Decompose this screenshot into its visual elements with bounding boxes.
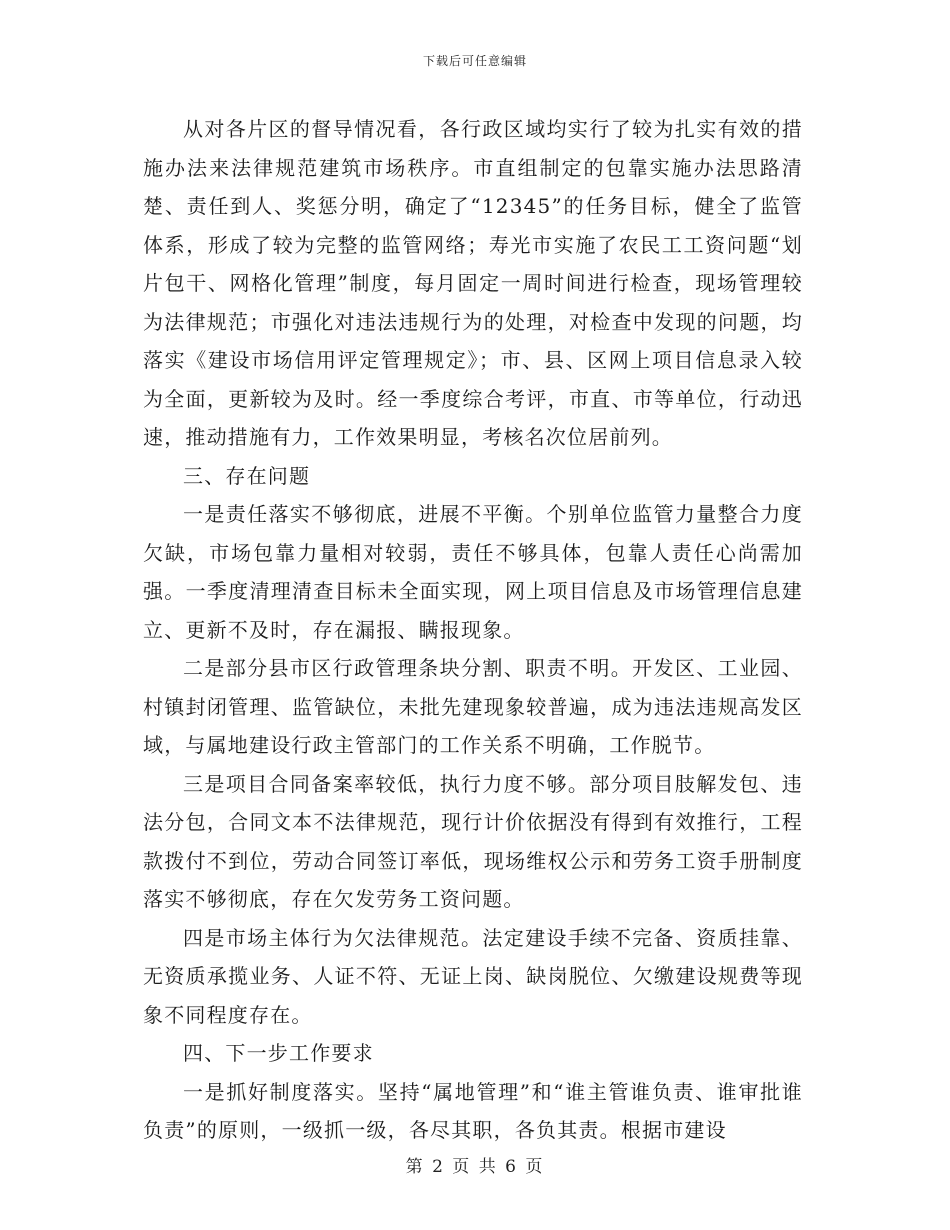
paragraph-problem-4: 四是市场主体行为欠法律规范。法定建设手续不完备、资质挂靠、无资质承揽业务、人证不符、无证上岗、缺岗脱位、欠缴建设规费等现象不同程度存在。 [143, 925, 803, 1027]
document-body [143, 110, 803, 1150]
paragraph-problem-3: 三是项目合同备案率较低，执行力度不够。部分项目肢解发包、违法分包，合同文本不法律规范，现行计价依据没有得到有效推行，工程款拨付不到位，劳动合同签订率低，现场维权公示和劳务工资手册制度落实不够彻底，存在欠发劳务工资问题。 [143, 771, 803, 911]
paragraph-problem-2: 二是部分县市区行政管理条块分割、职责不明。开发区、工业园、村镇封闭管理、监管缺位，未批先建现象较普遍，成为违法违规高发区域，与属地建设行政主管部门的工作关系不明确，工作脱节。 [143, 656, 803, 757]
section-heading-next-steps: 四、下一步工作要求 [183, 1041, 374, 1065]
paragraph-problem-1: 一是责任落实不够彻底，进展不平衡。个别单位监管力量整合力度欠缺，市场包靠力量相对较弱，责任不够具体，包靠人责任心尚需加强。一季度清理清查目标未全面实现，网上项目信息及市场管理信息建立、更新不及时，存在漏报、瞒报现象。 [143, 502, 803, 642]
section-heading-existing-problems: 三、存在问题 [183, 463, 311, 488]
page-number-footer: 第 2 页 共 6 页 [405, 1157, 545, 1177]
paragraph-supervision-summary: 从对各片区的督导情况看，各行政区域均实行了较为扎实有效的措施办法来法律规范建筑市场秩序。市直组制定的包靠实施办法思路清楚、责任到人、奖惩分明，确定了“12345”的任务目标，健全了监管体系，形成了较为完整的监管网络；寿光市实施了农民工工资问题“划片包干、网格化管理”制度，每月固定一周时间进行检查，现场管理较为法律规范；市强化对违法违规行为的处理，对检查中发现的问题，均落实《建设市场信用评定管理规定》；市、县、区网上项目信息录入较为全面，更新较为及时。经一季度综合考评，市直、市等单位，行动迅速，推动措施有力，工作效果明显，考核名次位居前列。 [143, 117, 803, 449]
paragraph-next-step-1: 一是抓好制度落实。坚持“属地管理”和“谁主管谁负责、谁审批谁负责”的原则，一级抓一级，各尽其职，各负其责。根据市建设 [143, 1079, 803, 1142]
page-header-note: 下载后可任意编辑 [422, 54, 527, 68]
